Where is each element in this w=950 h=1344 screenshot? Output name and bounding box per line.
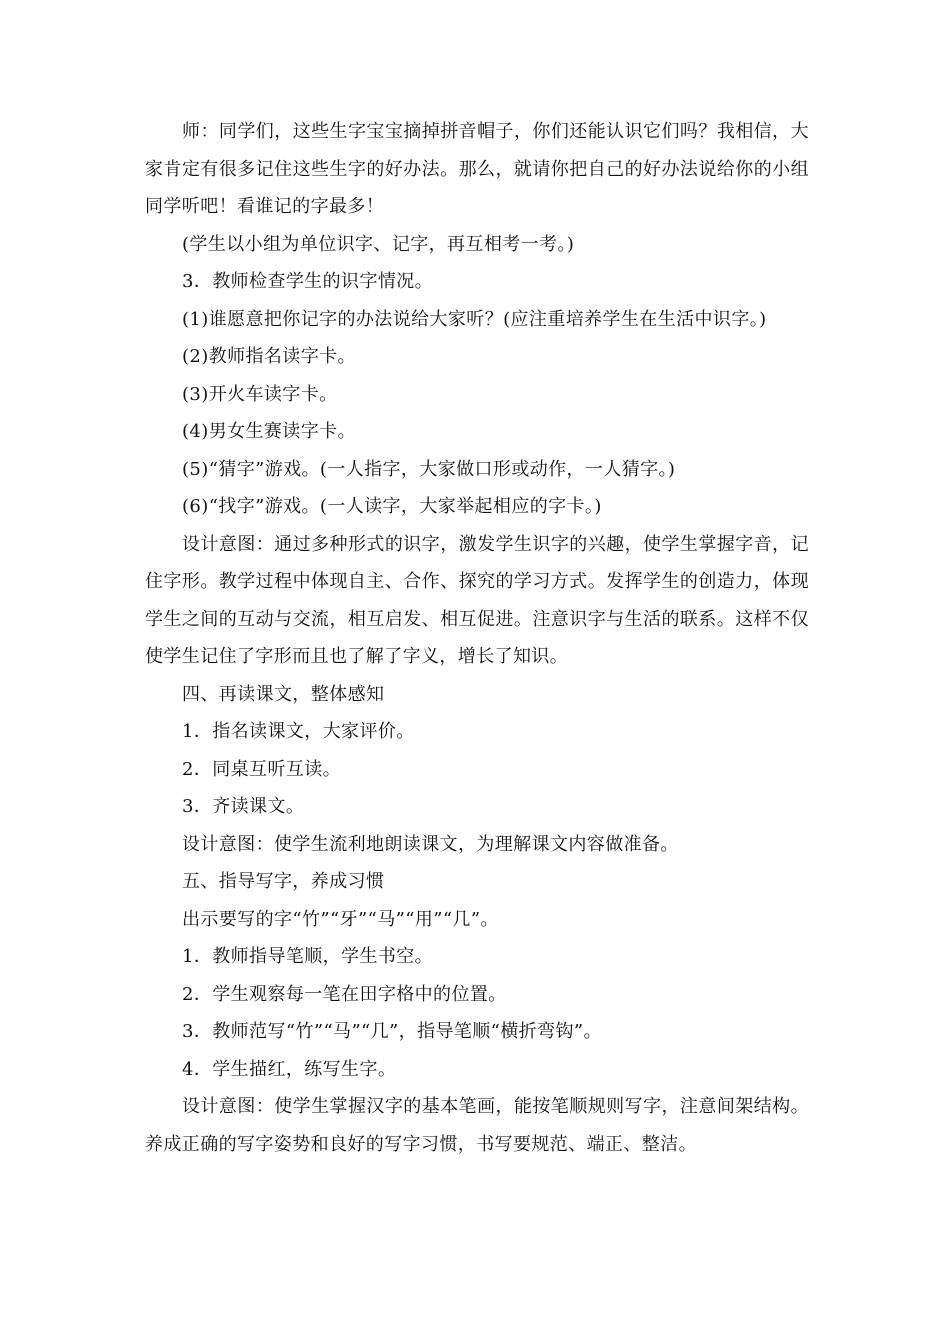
- section-4-step-3: 3．齐读课文。: [182, 796, 305, 817]
- section-5-step-3: 3．教师范写“竹”“马”“几”，指导笔顺“横折弯钩”。: [182, 1021, 602, 1042]
- section-5-step-4: 4．学生描红，练写生字。: [182, 1058, 397, 1080]
- design-intent-reading: 设计意图：使学生流利地朗读课文，为理解课文内容做准备。: [182, 833, 679, 855]
- section-4-step-1: 1．指名读课文，大家评价。: [182, 721, 415, 742]
- list-item-1: (1)谁愿意把你记字的办法说给大家听？(应注重培养学生在生活中识字。): [182, 308, 767, 330]
- section-heading-4: 四、再读课文，整体感知: [182, 683, 385, 705]
- document-page: [145, 113, 809, 1163]
- paragraph-group-activity: (学生以小组为单位识字、记字，再互相考一考。): [182, 233, 575, 255]
- section-5-step-2: 2．学生观察每一笔在田字格中的位置。: [182, 983, 507, 1005]
- list-item-3: (3)开火车读字卡。: [182, 383, 338, 405]
- section-5-step-1: 1．教师指导笔顺，学生书空。: [182, 946, 434, 967]
- section-heading-5: 五、指导写字，养成习惯: [182, 871, 385, 892]
- section-4-step-2: 2．同桌互听互读。: [182, 758, 342, 780]
- list-item-6: (6)“找字”游戏。(一人读字，大家举起相应的字卡。): [182, 496, 602, 517]
- paragraph-step-3-check: 3．教师检查学生的识字情况。: [182, 271, 434, 292]
- list-item-4: (4)男女生赛读字卡。: [182, 421, 356, 442]
- list-item-2: (2)教师指名读字卡。: [182, 346, 356, 367]
- characters-to-write: 出示要写的字“竹”“牙”“马”“用”“几”。: [182, 908, 499, 930]
- paragraph-teacher-intro: 师：同学们，这些生字宝宝摘掉拼音帽子，你们还能认识它们吗？我相信，大家肯定有很多记住这些生字的好办法。那么，就请你把自己的好办法说给你的小组同学听吧！看谁记的字最多！: [145, 121, 809, 217]
- list-item-5: (5)“猜字”游戏。(一人指字，大家做口形或动作，一人猜字。): [182, 458, 676, 480]
- design-intent-literacy: 设计意图：通过多种形式的识字，激发学生识字的兴趣，使学生掌握字音，记住字形。教学过程中体现自主、合作、探究的学习方式。发挥学生的创造力，体现学生之间的互动与交流，相互启发、相互促进。注意识字与生活的联系。这样不仅使学生记住了字形而且也了解了字义，增长了知识。: [145, 533, 809, 667]
- design-intent-writing: 设计意图：使学生掌握汉字的基本笔画，能按笔顺规则写字，注意间架结构。养成正确的写字姿势和良好的写字习惯，书写要规范、端正、整洁。: [145, 1096, 809, 1155]
